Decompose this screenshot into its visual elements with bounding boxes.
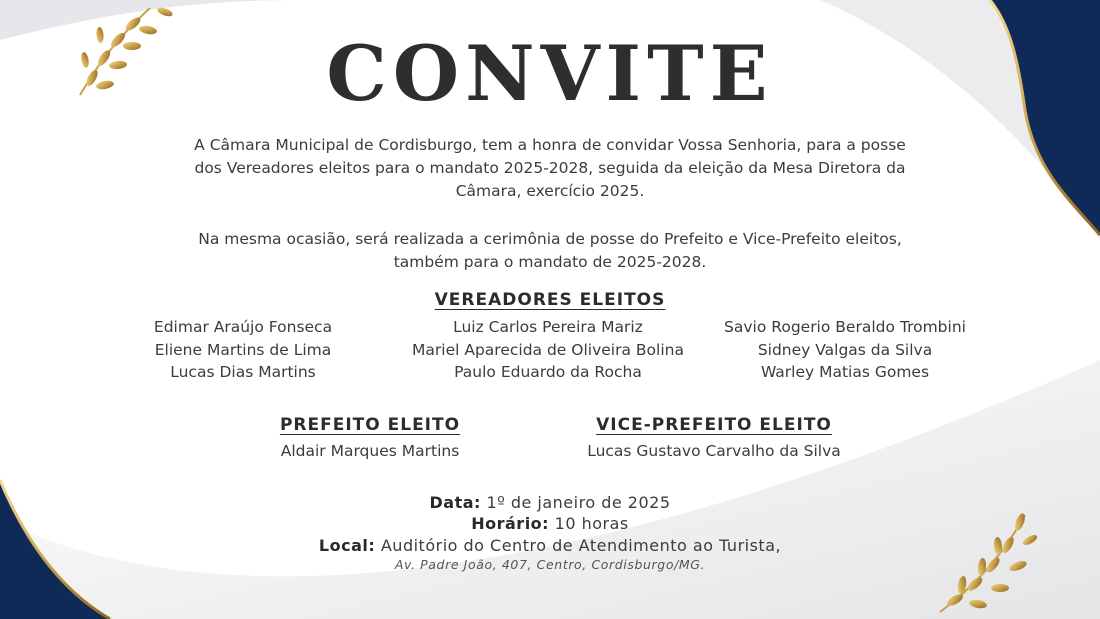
ceremony-paragraph xyxy=(150,228,950,274)
date-line xyxy=(0,493,1100,512)
vereadores-column-1 xyxy=(113,316,373,384)
address-line: Av. Padre João, 407, Centro, Cordisburgo/MG. xyxy=(394,557,706,572)
vereador-name: Eliene Martins de Lima xyxy=(154,340,332,359)
location-value: Auditório do Centro de Atendimento ao Turista, xyxy=(380,536,782,555)
vereador-name: Paulo Eduardo da Rocha xyxy=(454,363,642,381)
ceremony-line: também para o mandato de 2025-2028. xyxy=(393,253,707,271)
location-line xyxy=(0,536,1100,555)
vereador-name: Savio Rogerio Beraldo Trombini xyxy=(724,318,966,336)
ceremony-line: Na mesma ocasião, será realizada a cerimônia de posse do Prefeito e Vice-Prefeito eleitos, xyxy=(198,230,902,248)
vereador-name: Warley Matias Gomes xyxy=(760,363,930,381)
intro-line: dos Vereadores eleitos para o mandato 2025-2028, seguida da eleição da Mesa Diretora da xyxy=(194,159,906,177)
date-value: 1º de janeiro de 2025 xyxy=(486,493,671,512)
intro-line: Câmara, exercício 2025. xyxy=(455,182,645,200)
page-title: CONVITE xyxy=(326,29,774,118)
location-label: Local: xyxy=(318,536,376,555)
intro-line: A Câmara Municipal de Cordisburgo, tem a honra de convidar Vossa Senhoria, para a posse xyxy=(194,136,906,154)
vereador-name: Sidney Valgas da Silva xyxy=(757,340,933,359)
time-value: 10 horas xyxy=(554,514,629,533)
vereadores-heading: VEREADORES ELEITOS xyxy=(434,290,666,310)
vice-prefeito-name: Lucas Gustavo Carvalho da Silva xyxy=(587,442,841,460)
date-label: Data: xyxy=(429,493,481,512)
vereador-name: Mariel Aparecida de Oliveira Bolina xyxy=(412,340,684,359)
prefeito-heading: PREFEITO ELEITO xyxy=(279,415,461,435)
intro-paragraph xyxy=(150,134,950,203)
vereadores-column-2 xyxy=(388,316,708,384)
vice-prefeito-heading: VICE-PREFEITO ELEITO xyxy=(596,415,832,435)
prefeito-name: Aldair Marques Martins xyxy=(280,442,460,460)
vereador-name: Lucas Dias Martins xyxy=(170,363,316,381)
vereador-name: Luiz Carlos Pereira Mariz xyxy=(453,318,643,336)
time-line xyxy=(0,514,1100,533)
vereadores-column-3 xyxy=(705,316,985,384)
time-label: Horário: xyxy=(471,514,550,533)
vereador-name: Edimar Araújo Fonseca xyxy=(153,318,333,336)
